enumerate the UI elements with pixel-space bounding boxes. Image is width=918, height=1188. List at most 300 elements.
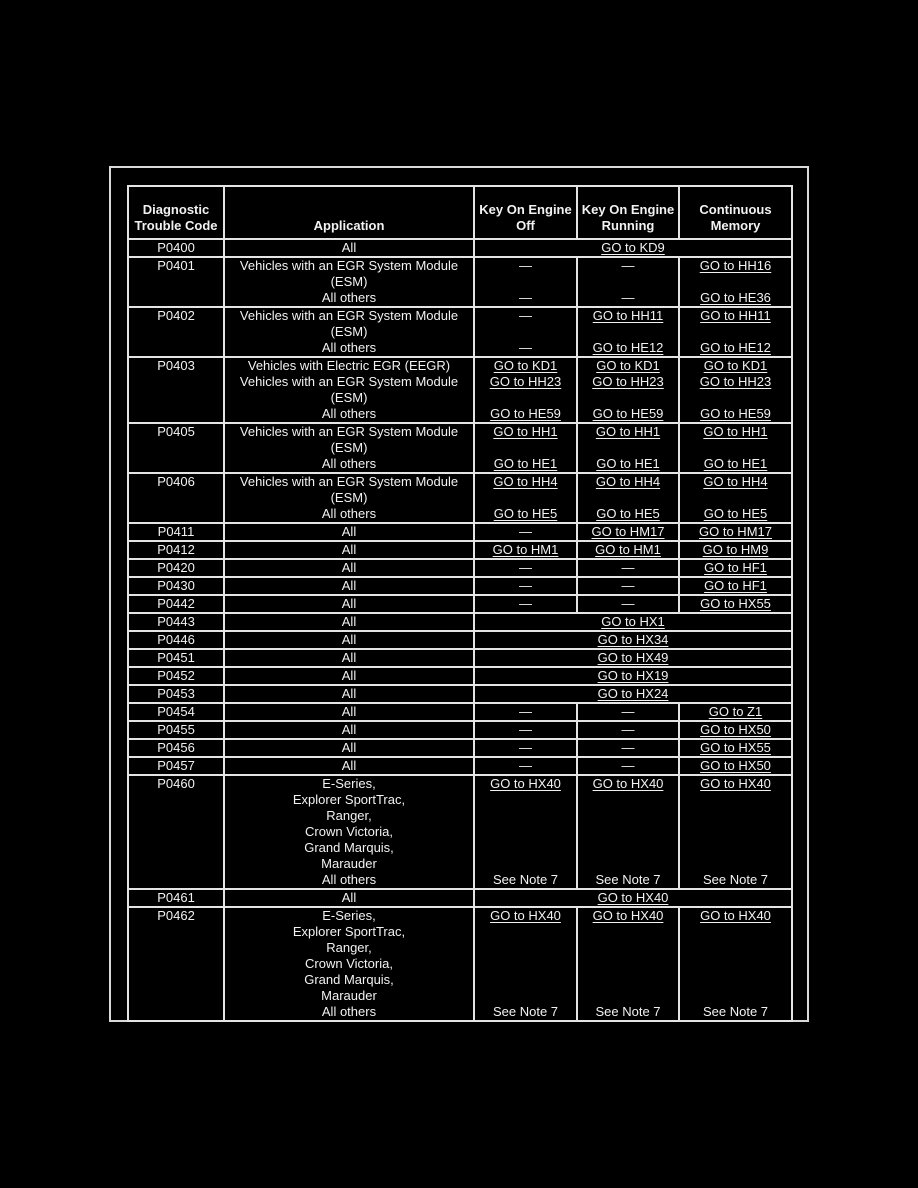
go-reference-link[interactable]: GO to HX50 xyxy=(700,722,771,737)
cell-text: See Note 7 xyxy=(702,1004,769,1019)
dtc-code: P0406 xyxy=(157,474,195,489)
application-line: Vehicles with an EGR System Module xyxy=(239,424,459,439)
application-line: All xyxy=(341,722,357,737)
table-row xyxy=(128,473,792,523)
empty-line xyxy=(578,274,678,290)
table-row xyxy=(128,775,792,889)
application-line: Ranger, xyxy=(326,808,372,823)
empty-line xyxy=(680,792,791,808)
empty-line xyxy=(680,324,791,340)
header-line: Diagnostic xyxy=(142,202,210,217)
empty-line xyxy=(578,988,678,1004)
go-reference-link[interactable]: GO to HH11 xyxy=(700,308,771,323)
go-reference-line xyxy=(578,424,678,440)
table-row xyxy=(128,239,792,257)
go-reference-link[interactable]: GO to HH11 xyxy=(592,308,664,323)
keo-running-cell xyxy=(577,907,679,1021)
dtc-code: P0402 xyxy=(157,308,195,323)
empty-line xyxy=(578,490,678,506)
dtc-code-cell xyxy=(128,703,224,721)
application-cell xyxy=(224,523,474,541)
dtc-code: P0455 xyxy=(157,722,195,737)
go-reference-link[interactable]: GO to HM1 xyxy=(492,542,559,557)
go-reference-link[interactable]: GO to HH4 xyxy=(493,474,558,489)
column-header-trouble-code xyxy=(128,186,224,239)
go-reference-line xyxy=(475,614,791,630)
dtc-code: P0430 xyxy=(157,578,195,593)
continuous-memory-cell xyxy=(679,473,792,523)
keo-running-cell xyxy=(577,721,679,739)
go-reference-link[interactable]: GO to HE59 xyxy=(490,406,561,421)
empty-line xyxy=(680,274,791,290)
table-row xyxy=(128,685,792,703)
empty-line xyxy=(475,988,576,1004)
application-line: All xyxy=(341,704,357,719)
go-reference-line xyxy=(475,632,791,648)
dtc-code-cell xyxy=(128,631,224,649)
header-line: Off xyxy=(516,218,535,233)
application-line: Explorer SportTrac, xyxy=(292,792,406,807)
application-cell xyxy=(224,775,474,889)
header-line: Memory xyxy=(710,218,761,233)
keo-off-cell xyxy=(474,577,577,595)
header-line: Application xyxy=(313,218,385,233)
empty-line xyxy=(578,840,678,856)
go-reference-link[interactable]: GO to HF1 xyxy=(704,578,767,593)
go-reference-link[interactable]: GO to HX40 xyxy=(700,908,771,923)
go-reference-line xyxy=(680,722,791,738)
go-reference-line xyxy=(475,424,576,440)
empty-line xyxy=(578,792,678,808)
application-cell xyxy=(224,889,474,907)
go-reference-line xyxy=(578,776,678,792)
go-reference-link[interactable]: GO to KD1 xyxy=(703,358,768,373)
application-line: Vehicles with an EGR System Module xyxy=(239,474,459,489)
application-line: (ESM) xyxy=(330,490,368,505)
go-reference-link[interactable]: GO to HX40 xyxy=(597,890,669,905)
keo-running-cell xyxy=(577,423,679,473)
dtc-code: P0446 xyxy=(157,632,195,647)
empty-line xyxy=(680,490,791,506)
dtc-code: P0460 xyxy=(157,776,195,791)
go-reference-link[interactable]: GO to HX55 xyxy=(700,740,771,755)
application-cell xyxy=(224,685,474,703)
application-cell xyxy=(224,541,474,559)
cell-text: — xyxy=(621,740,635,755)
go-reference-line xyxy=(680,358,791,374)
application-line: (ESM) xyxy=(330,440,368,455)
go-reference-line xyxy=(475,406,576,422)
dtc-code-cell xyxy=(128,667,224,685)
table-row xyxy=(128,423,792,473)
table-row xyxy=(128,889,792,907)
application-cell xyxy=(224,595,474,613)
application-cell xyxy=(224,239,474,257)
go-reference-link[interactable]: GO to HX55 xyxy=(700,596,771,611)
application-line: Grand Marquis, xyxy=(304,972,394,987)
cell-text: — xyxy=(519,290,532,305)
go-reference-line xyxy=(680,596,791,612)
go-reference-link[interactable]: GO to HH1 xyxy=(493,424,558,439)
continuous-memory-cell xyxy=(679,595,792,613)
dtc-code-cell xyxy=(128,757,224,775)
application-line: Crown Victoria, xyxy=(305,956,393,971)
cell-text: — xyxy=(621,596,635,611)
go-reference-link[interactable]: GO to HX40 xyxy=(592,776,664,791)
merged-go-cell xyxy=(474,239,792,257)
merged-go-cell xyxy=(474,889,792,907)
go-reference-line xyxy=(680,406,791,422)
go-reference-line xyxy=(680,776,791,792)
go-reference-line xyxy=(475,474,576,490)
go-reference-link[interactable]: GO to HH1 xyxy=(703,424,768,439)
go-reference-line xyxy=(680,740,791,756)
application-line: All others xyxy=(321,456,377,471)
application-cell xyxy=(224,357,474,423)
dtc-code-cell xyxy=(128,739,224,757)
keo-running-cell xyxy=(577,577,679,595)
cell-text: — xyxy=(621,578,635,593)
go-reference-link[interactable]: GO to HX1 xyxy=(601,614,665,629)
table-row xyxy=(128,357,792,423)
dtc-code: P0403 xyxy=(157,358,195,373)
go-reference-line xyxy=(578,542,678,558)
keo-running-cell xyxy=(577,307,679,357)
go-reference-line xyxy=(475,776,576,792)
keo-running-cell xyxy=(577,775,679,889)
column-header-application xyxy=(224,186,474,239)
go-reference-line xyxy=(578,358,678,374)
merged-go-cell xyxy=(474,667,792,685)
go-reference-line xyxy=(578,308,678,324)
go-reference-link[interactable]: GO to HX50 xyxy=(700,758,771,773)
continuous-memory-cell xyxy=(679,307,792,357)
table-row xyxy=(128,595,792,613)
dtc-code-cell xyxy=(128,649,224,667)
keo-off-cell xyxy=(474,473,577,523)
go-reference-line xyxy=(475,240,791,256)
empty-line xyxy=(680,440,791,456)
dtc-code-cell xyxy=(128,257,224,307)
keo-off-cell xyxy=(474,523,577,541)
go-reference-link[interactable]: GO to HH4 xyxy=(595,474,661,489)
go-reference-line xyxy=(680,340,791,356)
go-reference-link[interactable]: GO to HX40 xyxy=(490,908,561,923)
dtc-code-cell xyxy=(128,889,224,907)
empty-line xyxy=(578,924,678,940)
dtc-code: P0451 xyxy=(157,650,195,665)
table-row xyxy=(128,649,792,667)
continuous-memory-cell xyxy=(679,739,792,757)
empty-line xyxy=(578,440,678,456)
table-row xyxy=(128,739,792,757)
dtc-code: P0462 xyxy=(157,908,195,923)
cell-text: See Note 7 xyxy=(702,872,769,887)
empty-line xyxy=(578,808,678,824)
empty-line xyxy=(680,390,791,406)
header-line: Key On Engine xyxy=(479,202,572,217)
go-reference-link[interactable]: GO to HX34 xyxy=(597,632,669,647)
continuous-memory-cell xyxy=(679,541,792,559)
go-reference-link[interactable]: GO to HH4 xyxy=(703,474,768,489)
column-header-continuous-memory xyxy=(679,186,792,239)
go-reference-link[interactable]: GO to HM17 xyxy=(699,524,772,539)
dtc-code-cell xyxy=(128,685,224,703)
go-reference-link[interactable]: GO to HH1 xyxy=(595,424,661,439)
go-reference-link[interactable]: GO to HE1 xyxy=(493,456,558,471)
go-reference-link[interactable]: GO to HX24 xyxy=(597,686,669,701)
empty-line xyxy=(680,824,791,840)
application-line: All xyxy=(341,668,357,683)
header-line: Running xyxy=(601,218,655,233)
empty-line xyxy=(475,924,576,940)
keo-off-cell xyxy=(474,595,577,613)
keo-running-cell xyxy=(577,473,679,523)
go-reference-link[interactable]: GO to HF1 xyxy=(704,560,767,575)
cell-text: — xyxy=(621,290,635,305)
go-reference-line xyxy=(578,474,678,490)
go-reference-link[interactable]: GO to Z1 xyxy=(708,704,763,719)
dtc-code-cell xyxy=(128,307,224,357)
go-reference-link[interactable]: GO to HX49 xyxy=(597,650,669,665)
dtc-code-cell xyxy=(128,541,224,559)
dtc-code-cell xyxy=(128,559,224,577)
header-line: Continuous xyxy=(699,202,772,217)
go-reference-line xyxy=(578,908,678,924)
continuous-memory-cell xyxy=(679,523,792,541)
go-reference-link[interactable]: GO to KD1 xyxy=(493,358,558,373)
application-line: All others xyxy=(321,872,377,887)
application-line: All xyxy=(341,578,357,593)
dtc-code: P0454 xyxy=(157,704,195,719)
cell-text: See Note 7 xyxy=(595,1004,661,1019)
keo-running-cell xyxy=(577,739,679,757)
empty-line xyxy=(578,856,678,872)
go-reference-line xyxy=(680,290,791,306)
application-line: Explorer SportTrac, xyxy=(292,924,406,939)
go-reference-link[interactable]: GO to HE12 xyxy=(592,340,664,355)
empty-line xyxy=(578,390,678,406)
application-line: Crown Victoria, xyxy=(305,824,393,839)
dtc-code-cell xyxy=(128,239,224,257)
go-reference-line xyxy=(680,704,791,720)
keo-off-cell xyxy=(474,541,577,559)
application-line: All xyxy=(341,632,357,647)
table-row xyxy=(128,257,792,307)
cell-text: See Note 7 xyxy=(492,1004,559,1019)
empty-line xyxy=(680,808,791,824)
go-reference-line xyxy=(578,374,678,390)
application-line: All xyxy=(341,560,357,575)
continuous-memory-cell xyxy=(679,357,792,423)
cell-text: — xyxy=(519,596,532,611)
application-cell xyxy=(224,423,474,473)
go-reference-link[interactable]: GO to HM17 xyxy=(591,524,665,539)
go-reference-line xyxy=(578,340,678,356)
empty-line xyxy=(680,940,791,956)
go-reference-line xyxy=(475,506,576,522)
application-cell xyxy=(224,631,474,649)
go-reference-link[interactable]: GO to HE36 xyxy=(700,290,771,305)
table-row xyxy=(128,559,792,577)
dtc-code: P0411 xyxy=(157,524,195,539)
application-cell xyxy=(224,649,474,667)
application-line: All others xyxy=(321,1004,377,1019)
application-line: All xyxy=(341,890,357,905)
application-line: Vehicles with Electric EGR (EEGR) xyxy=(247,358,451,373)
application-cell xyxy=(224,307,474,357)
cell-text: — xyxy=(621,722,635,737)
column-header-key-on-engine-off xyxy=(474,186,577,239)
dtc-code-cell xyxy=(128,423,224,473)
go-reference-line xyxy=(680,456,791,472)
continuous-memory-cell xyxy=(679,757,792,775)
table-row xyxy=(128,307,792,357)
go-reference-link[interactable]: GO to HE5 xyxy=(703,506,768,521)
go-reference-link[interactable]: GO to KD9 xyxy=(601,240,665,255)
go-reference-line xyxy=(475,358,576,374)
go-reference-line xyxy=(680,524,791,540)
application-cell xyxy=(224,473,474,523)
dtc-code-cell xyxy=(128,357,224,423)
empty-line xyxy=(475,274,576,290)
table-row xyxy=(128,523,792,541)
keo-off-cell xyxy=(474,559,577,577)
table-row xyxy=(128,757,792,775)
empty-line xyxy=(680,924,791,940)
empty-line xyxy=(475,808,576,824)
go-reference-line xyxy=(680,758,791,774)
dtc-code-cell xyxy=(128,721,224,739)
go-reference-link[interactable]: GO to HH23 xyxy=(699,374,772,389)
application-line: Vehicles with an EGR System Module xyxy=(239,308,459,323)
keo-running-cell xyxy=(577,541,679,559)
application-line: (ESM) xyxy=(330,274,368,289)
go-reference-line xyxy=(578,524,678,540)
empty-line xyxy=(578,824,678,840)
go-reference-line xyxy=(680,258,791,274)
application-line: (ESM) xyxy=(330,324,368,339)
go-reference-link[interactable]: GO to HE12 xyxy=(700,340,771,355)
go-reference-line xyxy=(475,686,791,702)
cell-text: — xyxy=(621,258,635,273)
dtc-code: P0412 xyxy=(157,542,195,557)
keo-off-cell xyxy=(474,357,577,423)
cell-text: — xyxy=(519,524,532,539)
cell-text: — xyxy=(519,340,532,355)
merged-go-cell xyxy=(474,613,792,631)
cell-text: — xyxy=(519,308,532,323)
go-reference-link[interactable]: GO to HH23 xyxy=(489,374,562,389)
application-line: All xyxy=(341,596,357,611)
go-reference-link[interactable]: GO to KD1 xyxy=(596,358,660,373)
go-reference-line xyxy=(475,456,576,472)
application-line: Vehicles with an EGR System Module xyxy=(239,258,459,273)
keo-off-cell xyxy=(474,907,577,1021)
application-cell xyxy=(224,907,474,1021)
table-row xyxy=(128,721,792,739)
dtc-code: P0443 xyxy=(157,614,195,629)
empty-line xyxy=(475,840,576,856)
dtc-code-cell xyxy=(128,523,224,541)
application-line: All xyxy=(341,758,357,773)
go-reference-line xyxy=(475,890,791,906)
go-reference-link[interactable]: GO to HE59 xyxy=(700,406,771,421)
application-cell xyxy=(224,721,474,739)
go-reference-link[interactable]: GO to HM1 xyxy=(595,542,661,557)
cell-text: — xyxy=(519,758,532,773)
empty-line xyxy=(680,856,791,872)
table-row xyxy=(128,703,792,721)
table-header xyxy=(128,186,792,239)
go-reference-link[interactable]: GO to HE1 xyxy=(596,456,660,471)
keo-running-cell xyxy=(577,703,679,721)
header-line: Key On Engine xyxy=(581,202,675,217)
table-row xyxy=(128,907,792,1021)
keo-off-cell xyxy=(474,257,577,307)
empty-line xyxy=(475,940,576,956)
dtc-code: P0453 xyxy=(157,686,195,701)
continuous-memory-cell xyxy=(679,721,792,739)
go-reference-link[interactable]: GO to HH23 xyxy=(592,374,664,389)
go-reference-link[interactable]: GO to HE5 xyxy=(493,506,558,521)
go-reference-link[interactable]: GO to HX40 xyxy=(592,908,664,923)
continuous-memory-cell xyxy=(679,775,792,889)
dtc-code-cell xyxy=(128,577,224,595)
go-reference-link[interactable]: GO to HE1 xyxy=(703,456,768,471)
application-cell xyxy=(224,577,474,595)
application-line: All xyxy=(341,740,357,755)
go-reference-line xyxy=(475,908,576,924)
empty-line xyxy=(475,490,576,506)
empty-line xyxy=(475,324,576,340)
go-reference-link[interactable]: GO to HX40 xyxy=(700,776,771,791)
go-reference-link[interactable]: GO to HE5 xyxy=(596,506,660,521)
go-reference-line xyxy=(475,374,576,390)
empty-line xyxy=(475,824,576,840)
continuous-memory-cell xyxy=(679,577,792,595)
go-reference-link[interactable]: GO to HE59 xyxy=(592,406,664,421)
table-row xyxy=(128,613,792,631)
application-line: E-Series, xyxy=(322,908,376,923)
merged-go-cell xyxy=(474,631,792,649)
dtc-code-cell xyxy=(128,775,224,889)
application-cell xyxy=(224,257,474,307)
application-line: All xyxy=(341,686,357,701)
table-body xyxy=(128,239,792,1021)
go-reference-link[interactable]: GO to HM9 xyxy=(702,542,769,557)
empty-line xyxy=(578,972,678,988)
dtc-code-cell xyxy=(128,595,224,613)
go-reference-link[interactable]: GO to HH16 xyxy=(699,258,772,273)
dtc-code: P0442 xyxy=(157,596,195,611)
keo-off-cell xyxy=(474,757,577,775)
dtc-code: P0457 xyxy=(157,758,195,773)
go-reference-line xyxy=(475,668,791,684)
go-reference-link[interactable]: GO to HX40 xyxy=(490,776,561,791)
go-reference-link[interactable]: GO to HX19 xyxy=(597,668,669,683)
cell-text: — xyxy=(519,740,532,755)
cell-text: See Note 7 xyxy=(595,872,661,887)
dtc-code: P0456 xyxy=(157,740,195,755)
empty-line xyxy=(680,972,791,988)
application-line: (ESM) xyxy=(330,390,368,405)
go-reference-line xyxy=(680,474,791,490)
application-cell xyxy=(224,703,474,721)
empty-line xyxy=(475,792,576,808)
column-header-key-on-engine-running xyxy=(577,186,679,239)
application-line: Ranger, xyxy=(326,940,372,955)
